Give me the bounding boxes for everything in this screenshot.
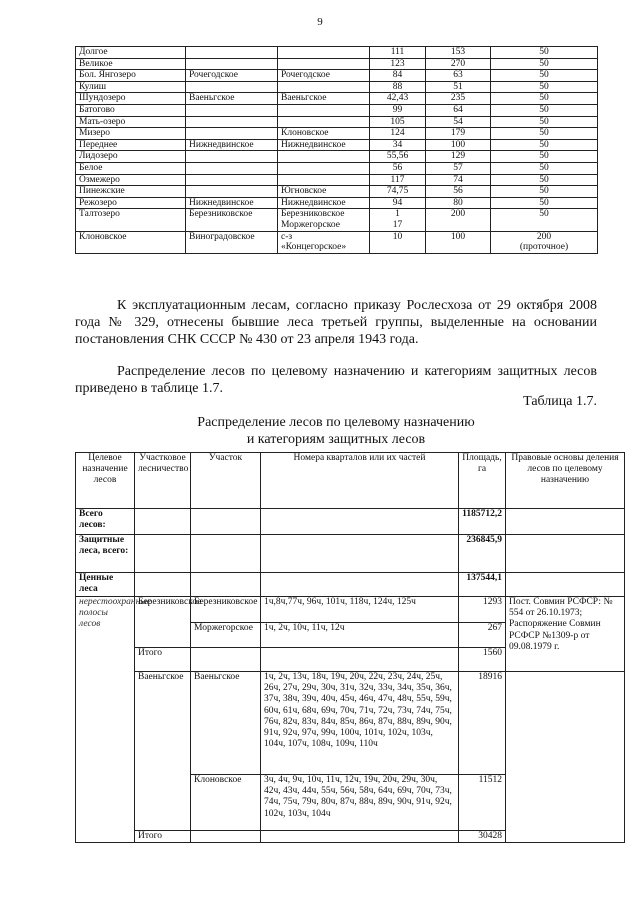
kvartal: 99	[370, 104, 426, 116]
kvartal: 117	[370, 174, 426, 186]
lesnichestvo	[186, 104, 278, 116]
kvartal: 105	[370, 116, 426, 128]
lesnichestvo: Ваеньгское	[135, 672, 191, 831]
width: 50	[491, 209, 598, 231]
table-row	[76, 116, 598, 128]
uchastok	[278, 47, 370, 59]
total-label: Всего лесов:	[76, 509, 135, 535]
area: 57	[426, 162, 491, 174]
lesnichestvo	[186, 174, 278, 186]
table-row	[76, 58, 598, 70]
area: 51	[426, 81, 491, 93]
lesnichestvo: Рочегодское	[186, 70, 278, 82]
page-number: 9	[317, 16, 323, 28]
width: 50	[491, 104, 598, 116]
area: 129	[426, 151, 491, 163]
table-row	[76, 174, 598, 186]
table-row	[76, 197, 598, 209]
itogo-label: Итого	[135, 831, 191, 843]
kvartal: 84	[370, 70, 426, 82]
table-row	[76, 151, 598, 163]
itogo-value: 30428	[459, 831, 506, 843]
uchastok: Нижнедвинское	[278, 197, 370, 209]
protective-row	[76, 535, 625, 573]
width: 50	[491, 186, 598, 198]
kvartal: 74,75	[370, 186, 426, 198]
paragraph-2: Распределение лесов по целевому назначению и категориям защитных лесов приведено в таблице 1.7.	[75, 364, 597, 396]
uchastok: Березниковское Моржегорское	[278, 209, 370, 231]
kvartal: 123	[370, 58, 426, 70]
uchastok: Клоновское	[278, 128, 370, 140]
lesnichestvo: Нижнедвинское	[186, 197, 278, 209]
area: 100	[426, 231, 491, 253]
lesnichestvo: Ваеньгское	[186, 93, 278, 105]
width: 50	[491, 70, 598, 82]
area: 270	[426, 58, 491, 70]
lake-name: Батогово	[76, 104, 186, 116]
area: 63	[426, 70, 491, 82]
lake-name: Бол. Янгозеро	[76, 70, 186, 82]
area: 74	[426, 174, 491, 186]
distribution-table	[75, 452, 625, 843]
lake-name: Белое	[76, 162, 186, 174]
kvartal: 88	[370, 81, 426, 93]
header-row	[76, 453, 625, 509]
kvartal: 56	[370, 162, 426, 174]
header-basis: Правовые основы деления лесов по целевому назначению	[506, 453, 625, 509]
lake-name: Шундозеро	[76, 93, 186, 105]
lesnichestvo: Березниковское	[135, 597, 191, 648]
valuable-value: 137544,1	[459, 573, 506, 597]
width: 50	[491, 116, 598, 128]
width: 50	[491, 81, 598, 93]
uchastok	[278, 81, 370, 93]
header-kvartals: Номера кварталов или их частей	[261, 453, 459, 509]
header-uchastok: Участок	[191, 453, 261, 509]
table-row	[76, 47, 598, 59]
area: 267	[459, 623, 506, 648]
area: 56	[426, 186, 491, 198]
lesnichestvo	[186, 58, 278, 70]
kvartals: 3ч, 4ч, 9ч, 10ч, 11ч, 12ч, 19ч, 20ч, 29ч, 30ч, 42ч, 43ч, 44ч, 55ч, 56ч, 58ч, 64ч, 69ч, 70ч, 73ч, 74ч, 75ч, 79ч, 80ч, 87ч, 88ч, 89ч, 90ч, 91ч, 92ч, 102ч, 103ч, 104ч	[261, 775, 459, 831]
total-row	[76, 509, 625, 535]
uchastok	[278, 58, 370, 70]
area: 100	[426, 139, 491, 151]
lake-name: Клоновское	[76, 231, 186, 253]
width: 50	[491, 58, 598, 70]
uchastok: Моржегорское	[191, 623, 261, 648]
width: 200 (проточное)	[491, 231, 598, 253]
table-row	[76, 70, 598, 82]
lesnichestvo: Виноградовское	[186, 231, 278, 253]
area: 80	[426, 197, 491, 209]
header-area: Площадь, га	[459, 453, 506, 509]
paragraph-1: К эксплуатационным лесам, согласно приказу Рослесхоза от 29 октября 2008 года № 329, отнесены бывшие леса третьей группы, выделенные на основании постановления СНК СССР № 430 от 23 апреля 1943 года.	[75, 298, 597, 347]
area: 235	[426, 93, 491, 105]
uchastok: Рочегодское	[278, 70, 370, 82]
uchastok: Нижнедвинское	[278, 139, 370, 151]
uchastok	[278, 116, 370, 128]
table-row	[76, 597, 625, 623]
itogo-label: Итого	[135, 648, 191, 672]
uchastok: Березниковское	[191, 597, 261, 623]
width: 50	[491, 47, 598, 59]
kvartal: 10	[370, 231, 426, 253]
lake-name: Кулиш	[76, 81, 186, 93]
area: 54	[426, 116, 491, 128]
table-row	[76, 162, 598, 174]
header-lesnichestvo: Участковое лесничество	[135, 453, 191, 509]
legal-basis: Пост. Совмин РСФСР: № 554 от 26.10.1973; Распоряжение Совмин РСФСР №1309-р от 09.08.1979 г.	[506, 597, 625, 672]
table-row	[76, 104, 598, 116]
uchastok: с-з «Концегорское»	[278, 231, 370, 253]
lesnichestvo	[186, 151, 278, 163]
lesnichestvo	[186, 116, 278, 128]
width: 50	[491, 174, 598, 186]
kvartals: 1ч,8ч,77ч, 96ч, 101ч, 118ч, 124ч, 125ч	[261, 597, 459, 623]
uchastok: Югновское	[278, 186, 370, 198]
kvartal: 1 17	[370, 209, 426, 231]
kvartal: 94	[370, 197, 426, 209]
table-row	[76, 93, 598, 105]
protective-label: Защитные леса, всего:	[76, 535, 135, 573]
table-row	[76, 231, 598, 253]
width: 50	[491, 93, 598, 105]
lake-name: Мизеро	[76, 128, 186, 140]
kvartal: 55,56	[370, 151, 426, 163]
itogo-value: 1560	[459, 648, 506, 672]
lake-name: Великое	[76, 58, 186, 70]
total-value: 1185712,2	[459, 509, 506, 535]
table-row	[76, 672, 625, 775]
table-row	[76, 209, 598, 231]
kvartal: 42,43	[370, 93, 426, 105]
lake-name: Талтозеро	[76, 209, 186, 231]
lesnichestvo: Нижнедвинское	[186, 139, 278, 151]
width: 50	[491, 139, 598, 151]
lakes-table	[75, 46, 598, 254]
lesnichestvo	[186, 81, 278, 93]
lake-name: Пинежские	[76, 186, 186, 198]
area: 200	[426, 209, 491, 231]
lesnichestvo	[186, 186, 278, 198]
kvartals: 1ч, 2ч, 13ч, 18ч, 19ч, 20ч, 22ч, 23ч, 24ч, 25ч, 26ч, 27ч, 29ч, 30ч, 31ч, 32ч, 33ч, 34ч, 35ч, 36ч, 37ч, 38ч, 39ч, 40ч, 45ч, 46ч, 47ч, 48ч, 55ч, 59ч, 60ч, 61ч, 68ч, 69ч, 70ч, 71ч, 72ч, 73ч, 74ч, 75ч, 76ч, 82ч, 83ч, 84ч, 85ч, 86ч, 87ч, 88ч, 89ч, 90ч, 91ч, 92ч, 97ч, 99ч, 100ч, 101ч, 102ч, 103ч, 104ч, 107ч, 108ч, 109ч, 110ч	[261, 672, 459, 775]
uchastok	[278, 174, 370, 186]
kvartal: 124	[370, 128, 426, 140]
table-row	[76, 139, 598, 151]
uchastok: Ваеньгское	[278, 93, 370, 105]
area: 1293	[459, 597, 506, 623]
uchastok: Клоновское	[191, 775, 261, 831]
uchastok	[278, 162, 370, 174]
lake-name: Озмежеро	[76, 174, 186, 186]
width: 50	[491, 151, 598, 163]
area: 153	[426, 47, 491, 59]
uchastok	[278, 151, 370, 163]
area: 179	[426, 128, 491, 140]
lake-name: Лидозеро	[76, 151, 186, 163]
valuable-label: Ценные леса	[76, 573, 135, 597]
table-row	[76, 128, 598, 140]
lesnichestvo: Березниковское	[186, 209, 278, 231]
lake-name: Долгое	[76, 47, 186, 59]
width: 50	[491, 162, 598, 174]
kvartals: 1ч, 2ч, 10ч, 11ч, 12ч	[261, 623, 459, 648]
lesnichestvo	[186, 128, 278, 140]
table-number: Таблица 1.7.	[523, 394, 597, 409]
valuable-row	[76, 573, 625, 597]
table-row	[76, 186, 598, 198]
uchastok	[278, 104, 370, 116]
width: 50	[491, 197, 598, 209]
area: 18916	[459, 672, 506, 775]
lesnichestvo	[186, 47, 278, 59]
area: 11512	[459, 775, 506, 831]
table-title: Распределение лесов по целевому назначению и категориям защитных лесов	[197, 415, 475, 447]
category-label: нерестоохранные полосы лесов	[76, 597, 135, 843]
lake-name: Переднее	[76, 139, 186, 151]
area: 64	[426, 104, 491, 116]
header-purpose: Целевое назначение лесов	[76, 453, 135, 509]
lake-name: Режозеро	[76, 197, 186, 209]
lesnichestvo	[186, 162, 278, 174]
lake-name: Мать-озеро	[76, 116, 186, 128]
protective-value: 236845,9	[459, 535, 506, 573]
table-row	[76, 81, 598, 93]
kvartal: 34	[370, 139, 426, 151]
uchastok: Ваеньгское	[191, 672, 261, 775]
width: 50	[491, 128, 598, 140]
kvartal: 111	[370, 47, 426, 59]
